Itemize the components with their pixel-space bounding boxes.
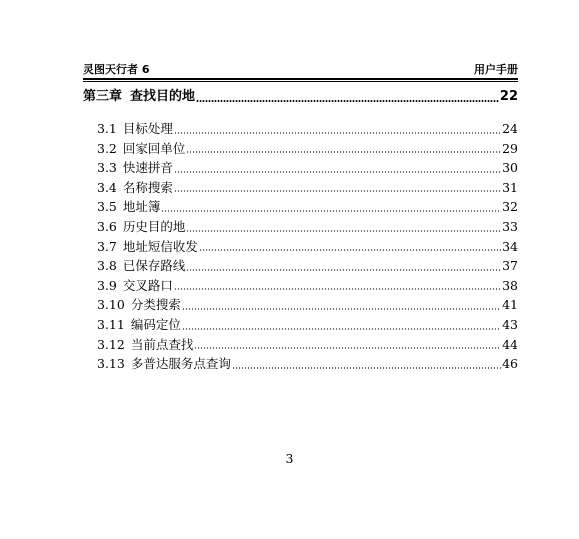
section-page-number: 30 [502,160,518,176]
section-number: 3.10 [97,297,125,313]
section-title: 已保存路线 [122,258,186,274]
section-title: 回家回单位 [122,140,186,156]
dot-leader [174,171,501,173]
section-page-number: 43 [502,316,518,332]
section-number: 3.7 [97,238,117,254]
dot-leader [182,328,501,330]
chapter-page-number: 22 [499,89,518,104]
section-number: 3.8 [97,258,117,274]
section-title: 当前点查找 [130,336,194,352]
section-number: 3.6 [97,218,117,234]
toc-section-entry[interactable] [83,158,518,178]
section-page-number: 29 [502,140,518,156]
section-page-number: 38 [502,277,518,293]
running-header [83,62,518,78]
chapter-title: 查找目的地 [130,89,196,104]
dot-leader [196,100,499,102]
section-page-number: 31 [502,179,518,195]
header-rule-thick [83,78,518,80]
section-number: 3.12 [97,336,125,352]
dot-leader [186,269,501,271]
toc-section-entry[interactable] [83,217,518,237]
section-page-number: 32 [502,199,518,215]
section-number: 3.4 [97,179,117,195]
toc-section-entry[interactable] [83,276,518,296]
section-number: 3.9 [97,277,117,293]
toc-section-entry[interactable] [83,119,518,139]
header-product-name: 灵图天行者 6 [83,63,150,76]
dot-leader [182,308,501,310]
section-page-number: 24 [502,121,518,136]
dot-leader [161,210,501,212]
section-title: 编码定位 [130,316,181,332]
toc-section-entry[interactable] [83,256,518,276]
toc-section-entry[interactable] [83,315,518,335]
section-page-number: 34 [502,238,518,254]
dot-leader [174,132,501,134]
table-of-contents [83,87,518,374]
toc-section-entry[interactable] [83,139,518,159]
header-manual-title: 用户手册 [474,63,518,76]
dot-leader [194,347,501,349]
section-page-number: 46 [502,356,518,372]
section-title: 地址簿 [122,199,161,215]
section-number: 3.3 [97,160,117,176]
section-title: 地址短信收发 [122,238,198,254]
dot-leader [186,230,501,232]
section-page-number: 37 [502,258,518,274]
footer-page-number: 3 [285,451,294,466]
toc-section-entry[interactable] [83,237,518,257]
dot-leader [186,151,501,153]
section-title: 名称搜索 [122,179,173,195]
section-page-number: 44 [502,336,518,352]
section-page-number: 41 [502,297,518,313]
chapter-number: 第三章 [83,89,123,104]
dot-leader [174,288,501,290]
header-rule-thin [83,81,518,82]
section-title: 分类搜索 [130,297,181,313]
section-title: 历史目的地 [122,218,186,234]
toc-chapter-entry[interactable] [83,87,518,107]
toc-section-entry[interactable] [83,335,518,355]
dot-leader [199,249,501,251]
section-title: 多普达服务点查询 [130,356,231,372]
section-title: 目标处理 [122,121,173,136]
section-number: 3.11 [97,316,125,332]
toc-section-entry[interactable] [83,197,518,217]
toc-section-entry[interactable] [83,354,518,374]
section-number: 3.2 [97,140,117,156]
section-page-number: 33 [502,218,518,234]
dot-leader [174,190,501,192]
page-footer [0,451,579,466]
toc-section-entry[interactable] [83,178,518,198]
section-number: 3.1 [97,121,117,136]
section-number: 3.5 [97,199,117,215]
section-title: 快速拼音 [122,160,173,176]
section-number: 3.13 [97,356,125,372]
section-title: 交叉路口 [122,277,173,293]
toc-section-entry[interactable] [83,295,518,315]
dot-leader [232,367,501,369]
